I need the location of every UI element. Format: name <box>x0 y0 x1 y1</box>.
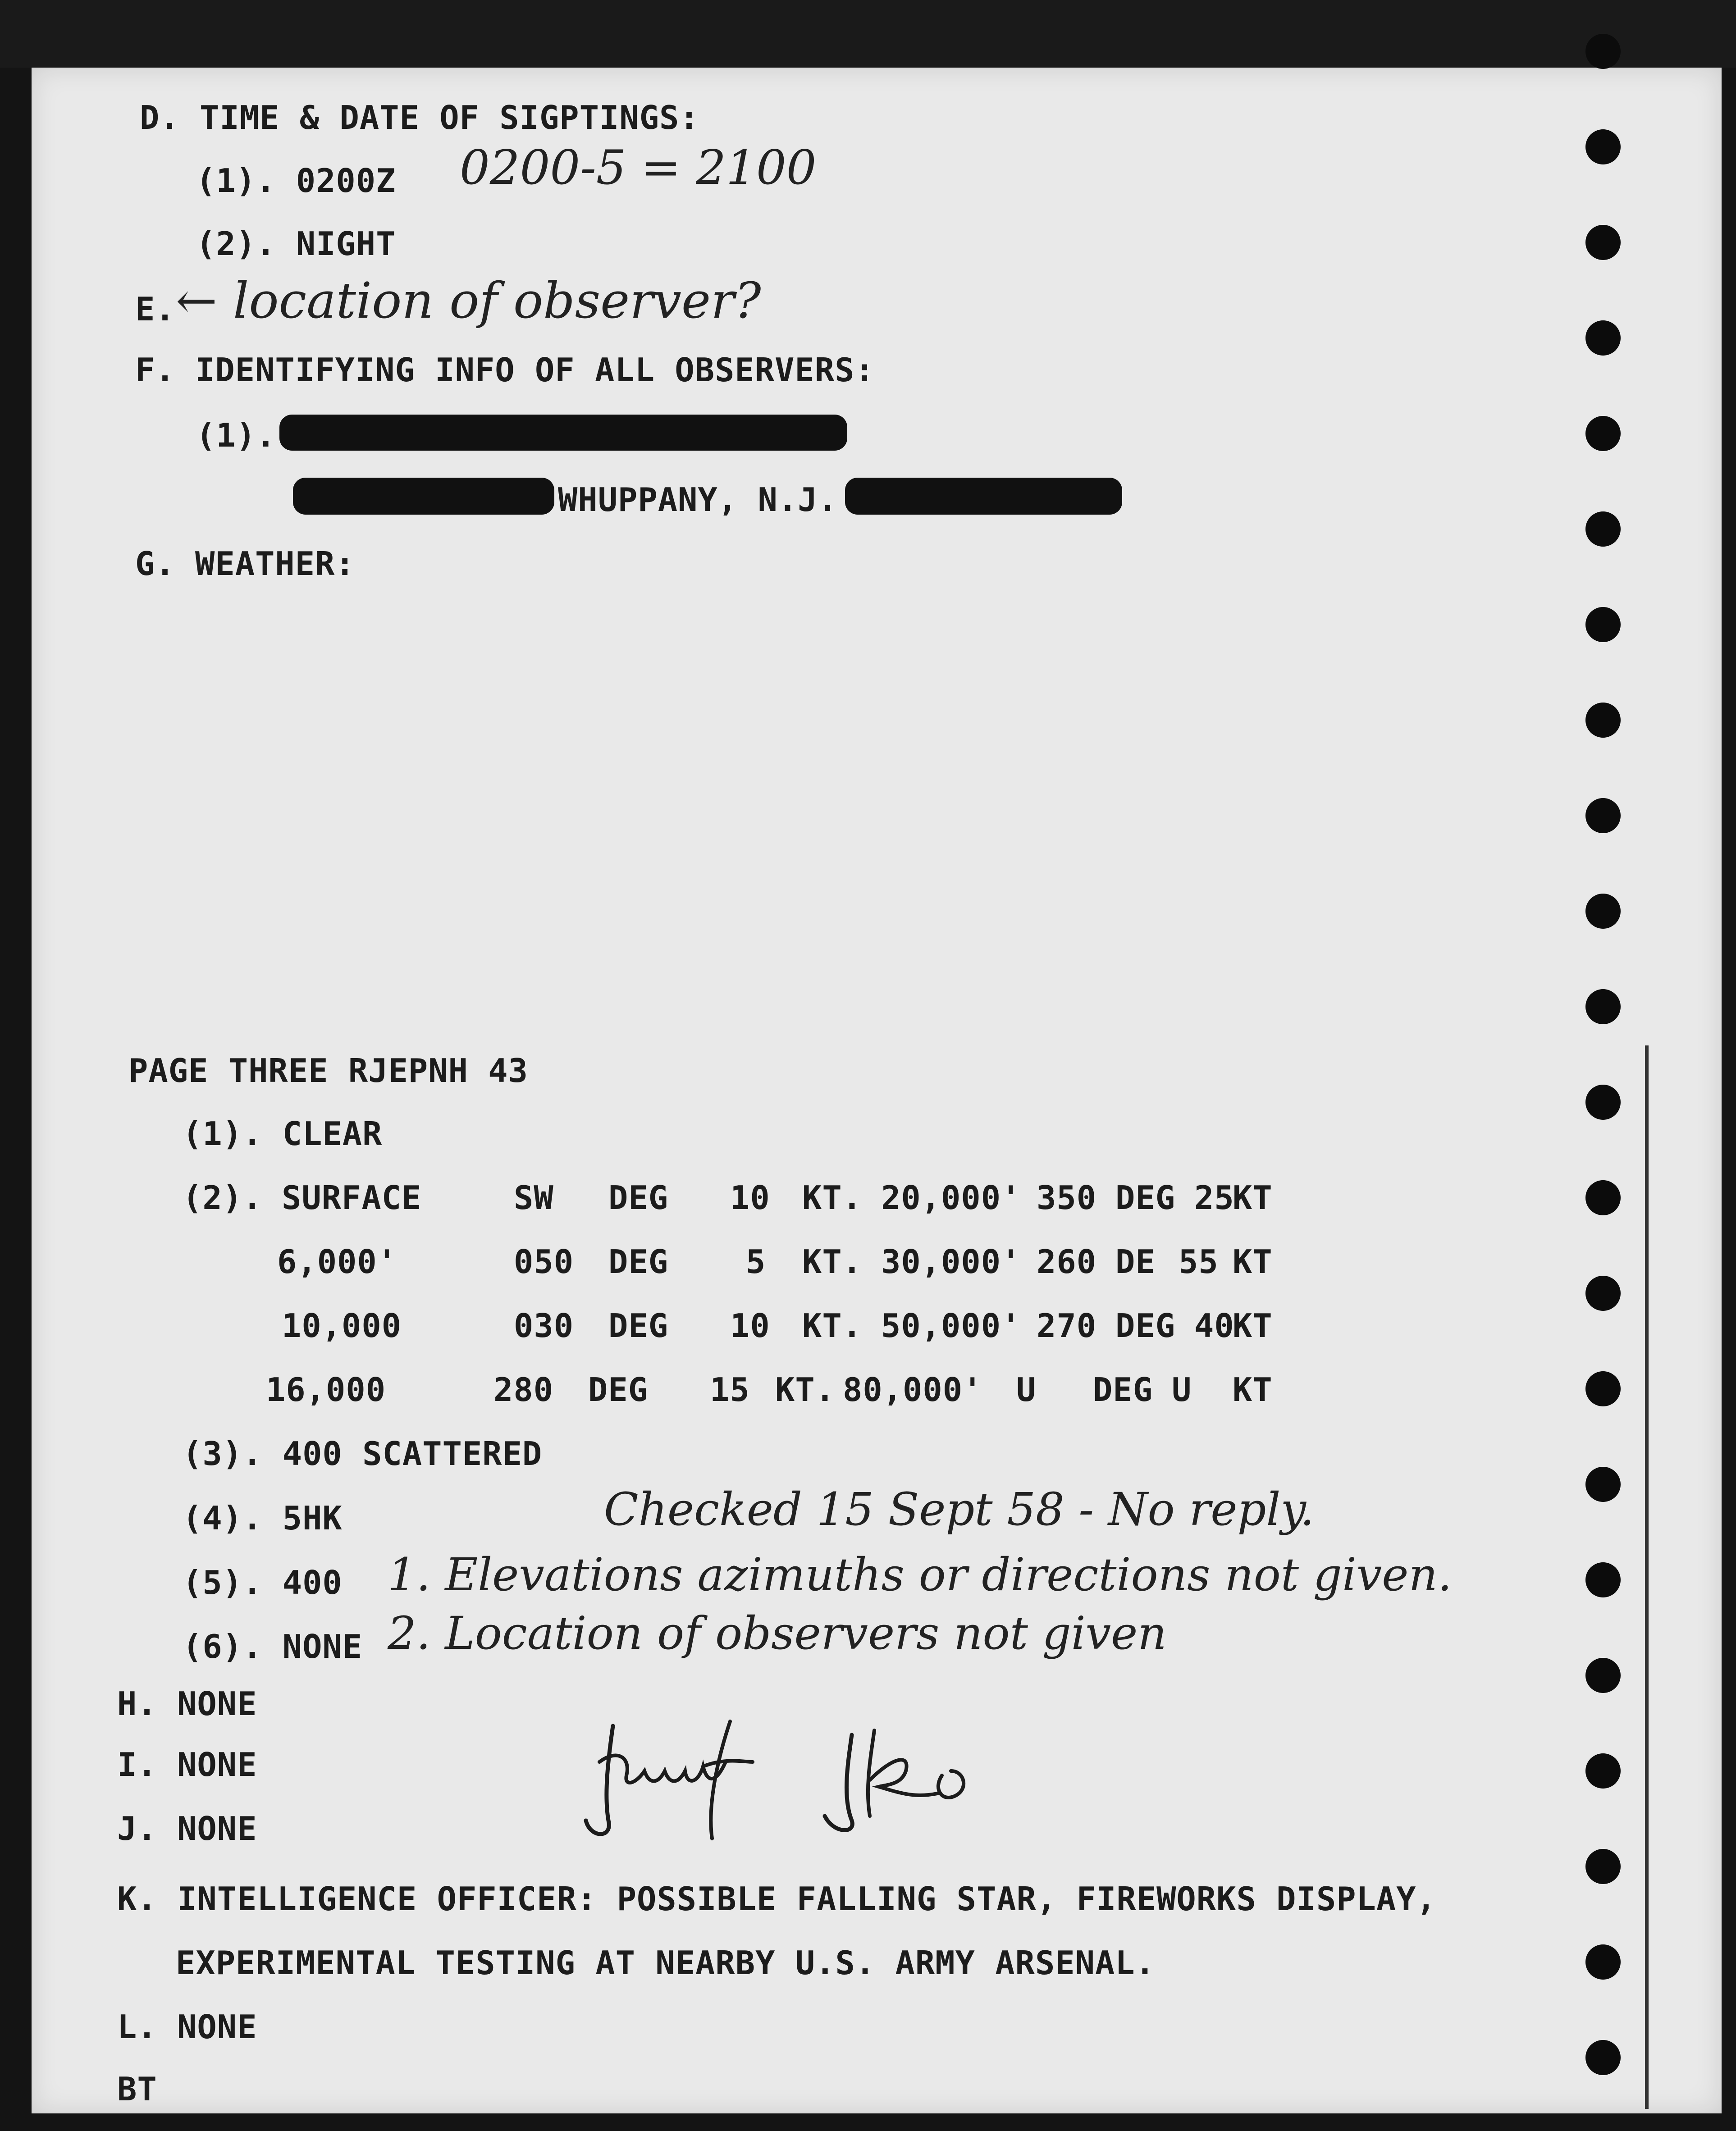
wind-table-cell: DEG <box>588 1371 649 1409</box>
punch-hole <box>1585 607 1621 642</box>
wind-table-cell: DEG <box>1115 1179 1176 1217</box>
weather-3: (3). 400 SCATTERED <box>183 1435 543 1473</box>
f1-city: WHUPPANY, N.J. <box>558 481 838 519</box>
wind-table-cell: 5 <box>746 1243 766 1281</box>
margin-rule <box>1645 1045 1649 2109</box>
section-h: H. NONE <box>117 1685 257 1723</box>
wind-table-cell: 350 <box>1037 1179 1097 1217</box>
wind-table-cell: 20,000' <box>881 1179 1021 1217</box>
wind-table-cell: KT <box>1233 1307 1273 1345</box>
punch-hole <box>1585 1085 1621 1120</box>
wind-table-cell: DEG <box>1093 1371 1153 1409</box>
d2-line: (2). NIGHT <box>196 225 396 263</box>
wind-table-cell: KT <box>1233 1243 1273 1281</box>
f1-label: (1). <box>196 416 276 454</box>
scan-border <box>0 0 1736 68</box>
wind-table-cell: KT <box>1233 1371 1273 1409</box>
handwritten-note-1: 1. Elevations azimuths or directions not given. <box>388 1548 1452 1601</box>
wind-table-cell: SURFACE <box>282 1179 422 1217</box>
wind-table-cell: 55 <box>1179 1243 1219 1281</box>
redaction-bar <box>293 478 554 515</box>
punch-hole <box>1585 511 1621 547</box>
wind-table-cell: 25 <box>1194 1179 1234 1217</box>
punch-hole <box>1585 1849 1621 1884</box>
handwritten-note-2: 2. Location of observers not given <box>388 1607 1167 1660</box>
section-g-heading: G. WEATHER: <box>135 545 355 583</box>
d1-line: (1). 0200Z <box>196 162 396 200</box>
punch-hole <box>1585 1467 1621 1502</box>
punch-hole <box>1585 1276 1621 1311</box>
punch-hole <box>1585 894 1621 929</box>
section-k-line-1: K. INTELLIGENCE OFFICER: POSSIBLE FALLING STAR, FIREWORKS DISPLAY, <box>117 1880 1436 1918</box>
weather-2-label: (2). <box>183 1179 263 1217</box>
wind-table-cell: DEG <box>608 1307 669 1345</box>
weather-6: (6). NONE <box>183 1628 363 1666</box>
wind-table-cell: SW <box>514 1179 554 1217</box>
wind-table-cell: 80,000' <box>843 1371 983 1409</box>
punch-hole <box>1585 2040 1621 2075</box>
wind-table-cell: KT. <box>802 1243 863 1281</box>
punch-hole <box>1585 320 1621 356</box>
end-marker: BT <box>117 2070 157 2108</box>
section-k-line-2: EXPERIMENTAL TESTING AT NEARBY U.S. ARMY ARSENAL. <box>176 1944 1156 1982</box>
wind-table-cell: 280 <box>493 1371 554 1409</box>
wind-table-cell: 10 <box>730 1307 770 1345</box>
wind-table-cell: 030 <box>514 1307 574 1345</box>
weather-1: (1). CLEAR <box>183 1115 383 1153</box>
punch-hole <box>1585 1562 1621 1597</box>
wind-table-cell: DEG <box>1115 1307 1176 1345</box>
d1-handwritten-note: 0200-5 = 2100 <box>460 140 817 195</box>
punch-hole <box>1585 34 1621 69</box>
wind-table-cell: 6,000' <box>277 1243 397 1281</box>
wind-table-cell: 15 <box>710 1371 750 1409</box>
wind-table-cell: 260 <box>1037 1243 1097 1281</box>
checked-note: Checked 15 Sept 58 - No reply. <box>604 1483 1315 1536</box>
punch-hole <box>1585 129 1621 164</box>
section-f-heading: F. IDENTIFYING INFO OF ALL OBSERVERS: <box>135 351 875 389</box>
section-e-label: E. <box>135 290 175 328</box>
wind-table-cell: U <box>1016 1371 1037 1409</box>
wind-table-cell: 16,000 <box>266 1371 386 1409</box>
wind-table-cell: 050 <box>514 1243 574 1281</box>
wind-table-cell: KT. <box>802 1307 863 1345</box>
e-handwritten-note: ← location of observer? <box>176 272 761 329</box>
punch-hole <box>1585 1944 1621 1980</box>
wind-table-cell: 50,000' <box>881 1307 1021 1345</box>
wind-table-cell: U <box>1172 1371 1192 1409</box>
punch-hole <box>1585 1371 1621 1406</box>
punch-hole <box>1585 798 1621 833</box>
wind-table-cell: DE <box>1115 1243 1156 1281</box>
punch-hole <box>1585 703 1621 738</box>
punch-hole <box>1585 225 1621 260</box>
section-l: L. NONE <box>117 2008 257 2046</box>
wind-table-cell: 10 <box>730 1179 770 1217</box>
weather-5: (5). 400 <box>183 1564 343 1602</box>
punch-hole <box>1585 989 1621 1024</box>
punch-hole <box>1585 416 1621 451</box>
wind-table-cell: KT. <box>775 1371 836 1409</box>
redaction-bar <box>845 478 1122 515</box>
wind-table-cell: 30,000' <box>881 1243 1021 1281</box>
punch-hole <box>1585 1658 1621 1693</box>
section-i: I. NONE <box>117 1746 257 1784</box>
wind-table-cell: 10,000 <box>282 1307 402 1345</box>
wind-table-cell: 40 <box>1194 1307 1234 1345</box>
wind-table-cell: DEG <box>608 1243 669 1281</box>
wind-table-cell: KT <box>1233 1179 1273 1217</box>
wind-table-cell: DEG <box>608 1179 669 1217</box>
redaction-bar <box>279 415 847 451</box>
wind-table-cell: 270 <box>1037 1307 1097 1345</box>
punch-hole <box>1585 1753 1621 1789</box>
wind-table-cell: KT. <box>802 1179 863 1217</box>
punch-hole <box>1585 1180 1621 1215</box>
section-j: J. NONE <box>117 1810 257 1848</box>
handwritten-signature <box>581 1708 1023 1843</box>
page-header: PAGE THREE RJEPNH 43 <box>128 1052 528 1090</box>
section-d-heading: D. TIME & DATE OF SIGPTINGS: <box>140 99 699 137</box>
weather-4: (4). 5HK <box>183 1499 343 1537</box>
